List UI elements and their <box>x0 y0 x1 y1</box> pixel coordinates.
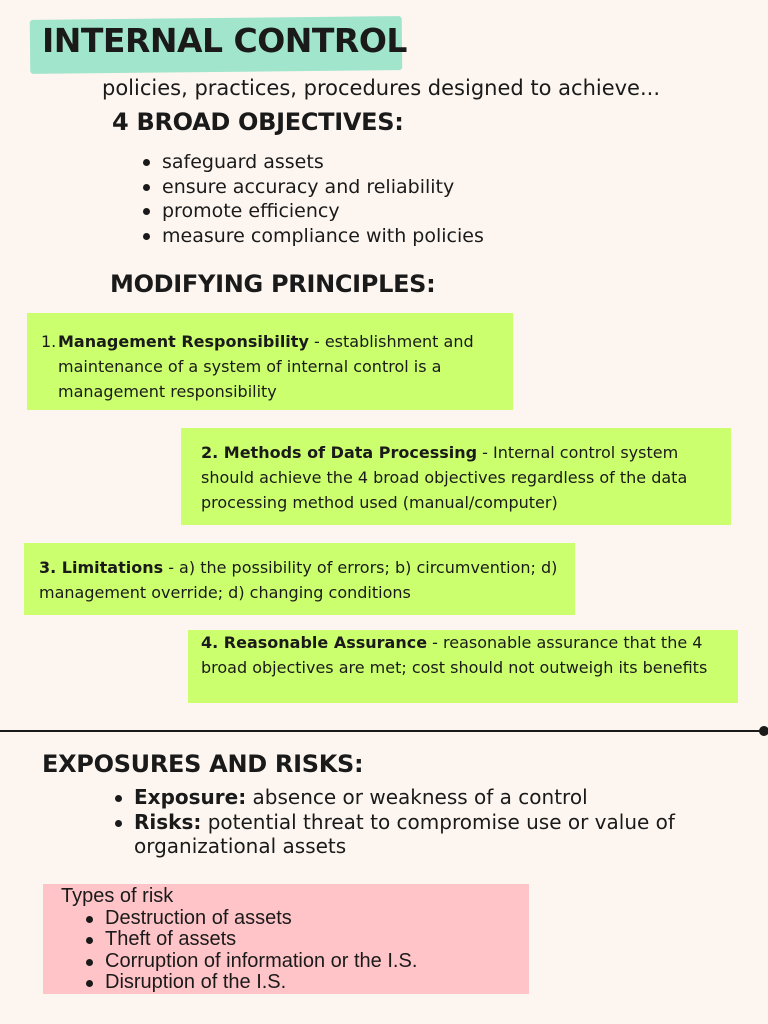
principle-description: - establishment and maintenance of a system of internal control is a management responsibility <box>58 332 474 401</box>
objectives-heading: 4 BROAD OBJECTIVES: <box>112 108 404 136</box>
list-item: safeguard assets <box>138 150 484 175</box>
principle-box-1 <box>27 313 513 410</box>
list-item: Theft of assets <box>81 929 529 951</box>
principle-box-3 <box>24 543 575 615</box>
risk-types-heading: Types of risk <box>61 885 174 907</box>
risks-definition-cont: organizational assets <box>134 834 347 858</box>
principle-title: Management Responsibility <box>58 332 309 351</box>
risks-definition: potential threat to compromise use or value of <box>201 809 675 834</box>
divider-end-dot <box>759 726 768 736</box>
principle-title: 3. Limitations <box>39 558 164 577</box>
list-item: ensure accuracy and reliability <box>138 175 484 200</box>
list-item: Destruction of assets <box>81 908 529 930</box>
objectives-list <box>138 150 484 248</box>
list-item: Corruption of information or the I.S. <box>81 951 529 973</box>
list-item: measure compliance with policies <box>138 224 484 249</box>
principle-description: - a) the possibility of errors; b) circumvention; d) management override; d) changing conditions <box>39 558 558 602</box>
risk-types-box <box>43 884 529 994</box>
principle-box-4 <box>188 630 738 703</box>
principle-description: - Internal control system should achieve the 4 broad objectives regardless of the data processing method used (manual/computer) <box>201 443 688 512</box>
section-divider <box>0 730 763 732</box>
principles-heading: MODIFYING PRINCIPLES: <box>110 270 436 298</box>
principle-title: 2. Methods of Data Processing <box>201 443 478 462</box>
page-title: INTERNAL CONTROL <box>42 21 407 60</box>
list-item: promote efficiency <box>138 199 484 224</box>
exposure-definition: absence or weakness of a control <box>246 785 588 809</box>
principle-number: 1. <box>41 332 57 351</box>
subtitle: policies, practices, procedures designed to achieve... <box>102 76 661 100</box>
risk-types-list <box>81 908 529 994</box>
exposure-term: Exposure: <box>134 785 247 809</box>
list-item <box>110 785 675 810</box>
principle-box-2 <box>181 428 731 525</box>
principle-title: 4. Reasonable Assurance <box>201 633 428 652</box>
list-item: Disruption of the I.S. <box>81 972 529 994</box>
principle-description: - reasonable assurance that the 4 broad objectives are met; cost should not outweigh its benefits <box>201 633 708 677</box>
exposures-list <box>110 785 675 859</box>
list-item <box>110 810 675 859</box>
risks-term: Risks: <box>134 809 202 834</box>
exposures-heading: EXPOSURES AND RISKS: <box>42 750 364 778</box>
